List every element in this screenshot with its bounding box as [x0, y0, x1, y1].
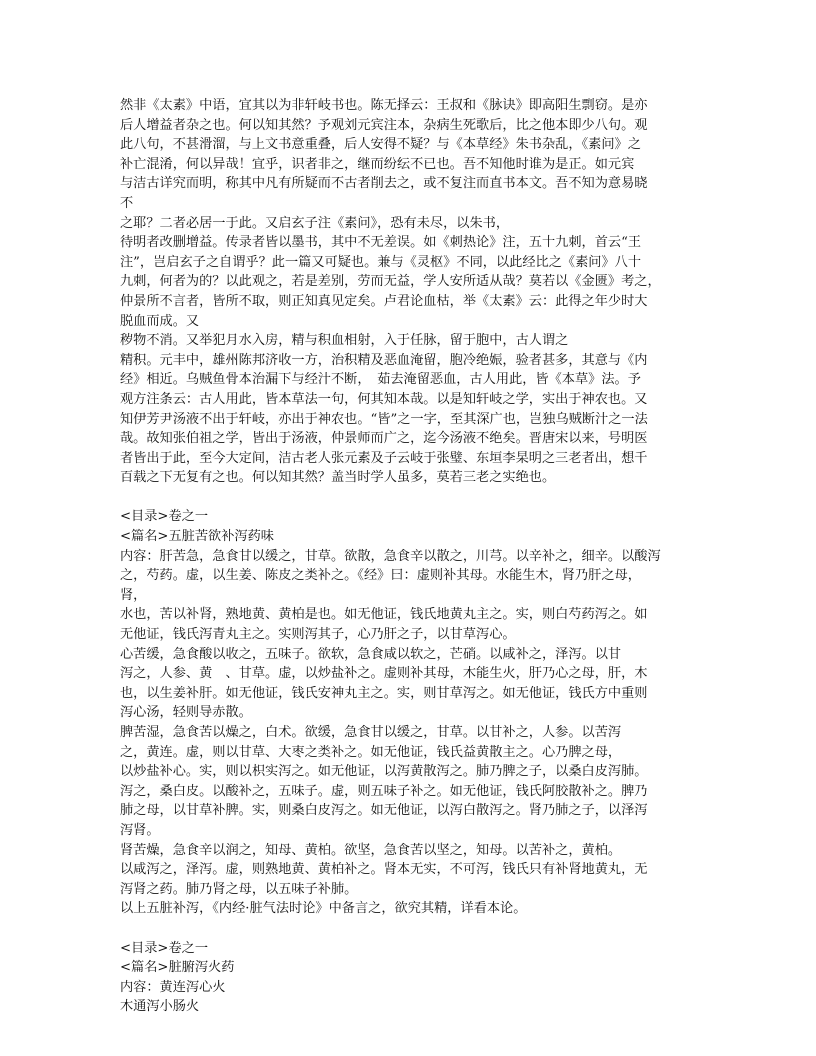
text-line: 泻肾之药。肺乃肾之母，以五味子补肺。	[120, 881, 358, 897]
text-line: 泻肾。	[120, 822, 160, 838]
text-line: 哉。故知张伯祖之学，皆出于汤液，仲景师而广之，迄今汤液不绝矣。晋唐宋以来，号明医	[120, 431, 648, 447]
text-line: 与洁古详究而明，称其中凡有所疑而不古者削去之，或不复注而直书本文。吾不知为意易晓	[120, 176, 648, 192]
text-line: 百载之下无复有之也。何以知其然？盖当时学人虽多，莫若三老之实绝也。	[120, 470, 556, 486]
text-line: 注”，岂启玄子之自谓乎？此一篇又可疑也。兼与《灵枢》不同，以此经比之《素问》八十	[120, 254, 642, 270]
text-line: 者皆出于此，至今大定间，洁古老人张元素及子云岐于张璧、东垣李杲明之三老者出，想千	[120, 450, 648, 466]
text-line: 经》相近。乌贼鱼骨本治漏下与经汁不断， 茹去淹留恶血，古人用此，皆《本草》法。予	[120, 372, 641, 388]
text-line: 无他证，钱氏泻青丸主之。实则泻其子，心乃肝之子，以甘草泻心。	[120, 627, 516, 643]
text-line: 知伊芳尹汤液不出于轩岐，亦出于神农也。“皆”之一字，至其深广也，岂独乌贼断汁之一法	[120, 411, 648, 427]
text-line: 肾苦燥，急食辛以润之，知母、黄柏。欲坚，急食苦以坚之，知母。以苦补之，黄柏。	[120, 842, 622, 858]
text-line: 秽物不消。又举犯月水入房，精与积血相射，入于任脉，留于胞中，古人谓之	[120, 333, 569, 349]
blank-line	[120, 919, 696, 939]
text-line: 肾，	[120, 587, 147, 603]
text-line: 也，以生姜补肝。如无他证，钱氏安神丸主之。实，则甘草泻之。如无他证，钱氏方中重则	[120, 685, 648, 701]
text-line: <目录>卷之一	[120, 509, 209, 525]
text-line: 之，黄连。虚，则以甘草、大枣之类补之。如无他证，钱氏益黄散主之。心乃脾之母，	[120, 744, 622, 760]
blank-line	[120, 488, 696, 508]
text-line: 泻心汤，轻则导赤散。	[120, 705, 252, 721]
text-line: 内容：肝苦急，急食甘以缓之，甘草。欲散，急食辛以散之，川芎。以辛补之，细辛。以酸泻	[120, 548, 661, 564]
text-line: 之，芍药。虚，以生姜、陈皮之类补之。《经》曰：虚则补其母。水能生木，肾乃肝之母，	[120, 568, 641, 584]
text-line: <篇名>五脏苦欲补泻药味	[120, 529, 274, 545]
text-line: 水也，苦以补肾，熟地黄、黄柏是也。如无他证，钱氏地黄丸主之。实，则白芍药泻之。如	[120, 607, 648, 623]
text-line: 以炒盐补心。实，则以枳实泻之。如无他证，以泻黄散泻之。肺乃脾之子，以桑白皮泻肺。	[120, 764, 648, 780]
text-line: 脱血而成。又	[120, 313, 200, 329]
text-line: 不	[120, 195, 134, 211]
text-line: 泻之，人参、黄 、甘草。虚，以炒盐补之。虚则补其母，木能生火，肝乃心之母，肝，木	[120, 666, 648, 682]
text-line: 仲景所不言者，皆所不取，则正知真见定矣。卢君论血枯，举《太素》云：此得之年少时大	[120, 293, 648, 309]
text-line: 肺之母，以甘草补脾。实，则桑白皮泻之。如无他证，以泻白散泻之。肾乃肺之子，以泽泻	[120, 803, 648, 819]
text-line: 以上五脏补泻，《内经·脏气法时论》中备言之，欲究其精，详看本论。	[120, 901, 527, 917]
text-line: <目录>卷之一	[120, 940, 209, 956]
text-line: 精积。元丰中，雄州陈邦济收一方，治积精及恶血淹留，胞冷绝娠，验者甚多，其意与《内	[120, 352, 648, 368]
document-page	[120, 96, 696, 1017]
text-line: 心苦缓，急食酸以收之，五味子。欲软，急食咸以软之，芒硝。以咸补之，泽泻。以甘	[120, 646, 622, 662]
text-line: 木通泻小肠火	[120, 999, 200, 1015]
text-line: 内容：黄连泻心火	[120, 979, 226, 995]
text-line: 泻之，桑白皮。以酸补之，五味子。虚，则五味子补之。如无他证，钱氏阿胶散补之。脾乃	[120, 783, 648, 799]
text-line: 然非《太素》中语，宜其以为非轩岐书也。陈无择云：王叔和《脉诀》即高阳生剽窃。是亦	[120, 98, 648, 113]
text-line: 脾苦湿，急食苦以燥之，白术。欲缓，急食甘以缓之，甘草。以甘补之，人参。以苦泻	[120, 725, 622, 740]
text-line: 补亡混淆，何以异哉！宜乎，识者非之，继而纷纭不已也。吾不知他时谁为是正。如元宾	[120, 156, 635, 172]
text-line: 待明者改删增益。传录者皆以墨书，其中不无差误。如《刺热论》注，五十九刺，首云“王	[120, 235, 642, 251]
text-line: 此八句，不甚滑溜，与上文书意重叠，后人安得不疑？与《本草经》朱书杂乱，《素问》之	[120, 137, 641, 153]
text-line: 后人增益者杂之也。何以知其然？予观刘元宾注本，杂病生死歌后，比之他本即少八句。观	[120, 117, 648, 133]
text-line: 观方注条云：古人用此，皆本草法一句，何其知本哉。以是知轩岐之学，实出于神农也。又	[120, 391, 648, 407]
text-line: 九刺，何者为的？以此观之，若是差别，劳而无益，学人安所适从哉？莫若以《金匮》考之，	[120, 274, 661, 290]
text-line: 之耶？二者必居一于此。又启玄子注《素问》，恐有未尽，以朱书，	[120, 215, 510, 231]
text-line: <篇名>脏腑泻火药	[120, 960, 235, 976]
text-line: 以咸泻之，泽泻。虚，则熟地黄、黄柏补之。肾本无实，不可泻，钱氏只有补肾地黄丸，无	[120, 862, 648, 878]
